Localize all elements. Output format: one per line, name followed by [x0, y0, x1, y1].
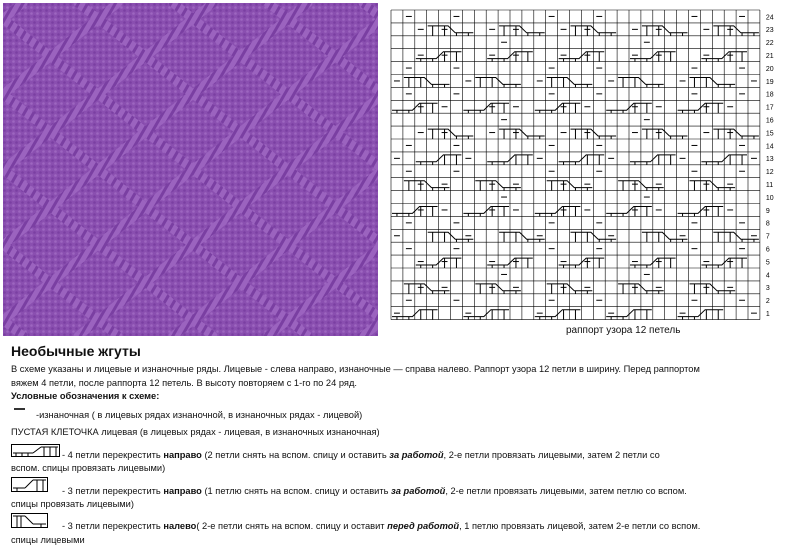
row-number-label: 15: [765, 130, 774, 138]
page-title: Необычные жгуты: [11, 343, 141, 359]
row-number-label: 11: [765, 181, 774, 189]
c4-part-f: вспом. спицы провязать лицевыми): [11, 463, 166, 473]
c3r-part-e: , 2-е петли провязать лицевыми, затем петлю со вспом.: [445, 486, 687, 496]
row-number-label: 6: [765, 246, 770, 254]
row-number-label: 17: [765, 104, 774, 112]
purl-symbol-icon: [11, 403, 29, 415]
c4-part-a: - 4 петли перекрестить: [62, 450, 164, 460]
knitting-chart: [389, 8, 794, 328]
cable-3-left-icon: [11, 513, 49, 529]
row-number-label: 2: [765, 298, 770, 306]
c3r-part-b: направо: [163, 486, 202, 496]
row-number-label: 9: [765, 207, 770, 215]
row-number-label: 5: [765, 259, 770, 267]
c3l-part-d: перед работой: [387, 521, 460, 531]
row-number-label: 16: [765, 117, 774, 125]
row-number-label: 23: [765, 27, 774, 35]
row-number-label: 12: [765, 169, 774, 177]
row-number-label: 18: [765, 91, 774, 99]
cable-3-right-description: [62, 486, 687, 496]
c4-part-e: , 2-е петли провязать лицевыми, затем 2 петли со: [443, 450, 660, 460]
empty-cell-description: лицевая (в лицевых рядах - лицевая, в изнаночных изнаночная): [98, 427, 380, 437]
empty-cell-label: ПУСТАЯ КЛЕТОЧКА: [11, 427, 99, 437]
cable-3-right-icon: [11, 477, 49, 493]
c4-part-b: направо: [163, 450, 202, 460]
c3r-part-a: - 3 петли перекрестить: [62, 486, 164, 496]
chart-caption: раппорт узора 12 петель: [566, 325, 681, 336]
intro-line-1: В схеме указаны и лицевые и изнаночные ряды. Лицевые - слева направо, изнаночные — справа налево. Раппорт узора 12 петли в ширину. Перед раппортом: [11, 364, 700, 374]
c4-part-c: (2 петли снять на вспом. спицу и оставить: [201, 450, 390, 460]
c3r-part-f: спицы провязать лицевыми): [11, 499, 134, 509]
intro-line-2: вяжем 4 петли, после раппорта 12 петель. В высоту повторяем с 1-го по 24 ряд.: [11, 378, 357, 388]
c3l-part-a: - 3 петли перекрестить: [62, 521, 164, 531]
c3l-part-f: спицы лицевыми: [11, 535, 85, 545]
purl-description: -изнаночная ( в лицевых рядах изнаночной, в изнаночных рядах - лицевой): [36, 410, 363, 420]
empty-cell-legend: [11, 427, 380, 437]
row-number-label: 24: [765, 14, 774, 22]
row-number-label: 1: [765, 310, 770, 318]
row-number-label: 3: [765, 285, 770, 293]
c3l-part-c: ( 2-е петли снять на вспом. спицу и оставит: [196, 521, 388, 531]
c3l-part-e: , 1 петлю провязать лицевой, затем 2-е петли со вспом.: [459, 521, 701, 531]
legend-title: Условные обозначения к схеме:: [11, 391, 160, 401]
row-number-label: 13: [765, 156, 774, 164]
row-number-label: 21: [765, 52, 774, 60]
row-number-label: 22: [765, 40, 774, 48]
cable-4-right-description: [62, 450, 660, 460]
cable-4-right-icon: [11, 444, 61, 458]
row-number-label: 14: [765, 143, 774, 151]
c3r-part-c: (1 петлю снять на вспом. спицу и оставить: [201, 486, 392, 496]
c3r-part-d: за работой: [391, 486, 446, 496]
c3l-part-b: налево: [163, 521, 197, 531]
row-number-label: 7: [765, 233, 770, 241]
row-number-label: 20: [765, 65, 774, 73]
knitted-sample-photo: [3, 3, 378, 336]
row-number-label: 8: [765, 220, 770, 228]
row-number-label: 10: [765, 194, 774, 202]
row-number-label: 19: [765, 78, 774, 86]
cable-3-left-description: [62, 521, 700, 531]
row-number-label: 4: [765, 272, 770, 280]
c4-part-d: за работой: [389, 450, 444, 460]
